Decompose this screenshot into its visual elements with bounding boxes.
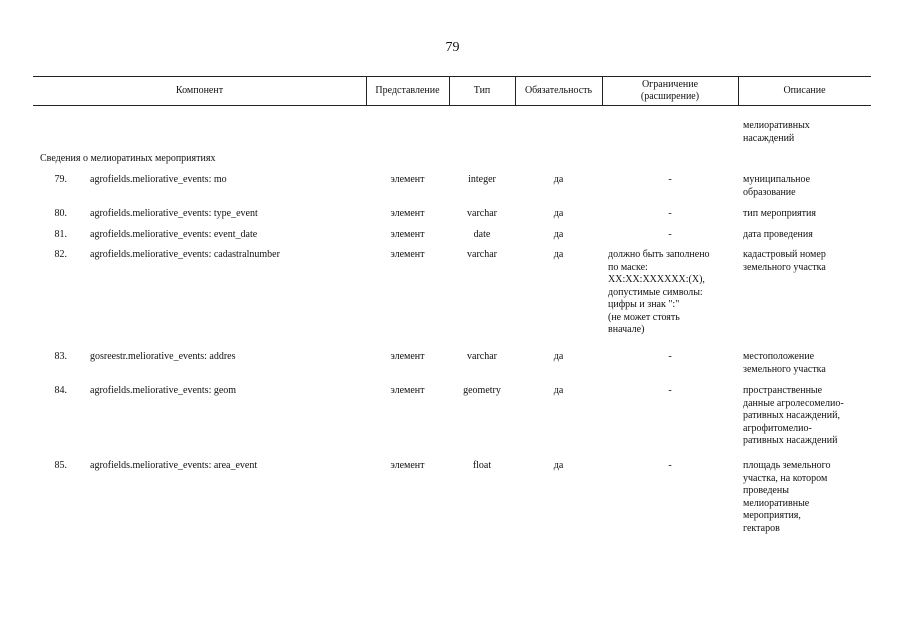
header-component: Компонент bbox=[175, 85, 224, 96]
row-representation: элемент bbox=[390, 174, 425, 185]
row-restriction: - bbox=[668, 460, 672, 471]
row-mandatory: да bbox=[553, 229, 564, 240]
row-description-line: агрофитомелио- bbox=[743, 422, 812, 434]
row-number: 80. bbox=[54, 208, 67, 219]
row-restriction-line: допустимые символы: bbox=[608, 286, 703, 298]
row-representation: элемент bbox=[390, 229, 425, 240]
row-description-line: мелиоративные bbox=[743, 497, 810, 509]
row-description-line: гектаров bbox=[743, 522, 780, 534]
row-description bbox=[743, 385, 871, 448]
row-description-line: площадь земельного bbox=[743, 460, 831, 471]
row-description bbox=[743, 460, 871, 535]
header-restriction bbox=[602, 77, 738, 105]
header-mandatory: Обязательность bbox=[524, 85, 593, 96]
row-representation: элемент bbox=[390, 460, 425, 471]
row-restriction-line: цифры и знак ":" bbox=[608, 299, 680, 310]
row-component: agrofields.meliorative_events: geom bbox=[90, 385, 237, 396]
row-description-line: местоположение bbox=[743, 351, 815, 362]
row-description bbox=[743, 229, 871, 242]
row-type: varchar bbox=[467, 351, 497, 362]
row-mandatory: да bbox=[553, 351, 564, 362]
row-component: agrofields.meliorative_events: cadastralnumber bbox=[90, 249, 280, 260]
continued-description-line: мелиоративных bbox=[743, 120, 810, 131]
row-restriction: - bbox=[668, 385, 672, 396]
row-restriction bbox=[608, 249, 736, 337]
row-restriction: - bbox=[668, 351, 672, 362]
row-description-line: ративных насаждений bbox=[743, 435, 838, 446]
row-restriction-line: должно быть заполнено bbox=[608, 249, 710, 260]
row-description-line: ративных насаждений, bbox=[743, 410, 840, 421]
row-description-line: земельного участка bbox=[743, 261, 826, 273]
row-description-line: проведены bbox=[743, 485, 789, 496]
row-description-line: данные агролесомелио- bbox=[743, 397, 844, 409]
section-title: Сведения о мелиоратиных мероприятиях bbox=[40, 153, 216, 164]
row-mandatory: да bbox=[553, 385, 564, 396]
row-type: date bbox=[473, 229, 491, 240]
table-header bbox=[33, 76, 871, 106]
row-type: varchar bbox=[467, 208, 497, 219]
row-component: agrofields.meliorative_events: event_date bbox=[90, 229, 258, 240]
row-description-line: земельного участка bbox=[743, 363, 826, 375]
row-number: 81. bbox=[54, 229, 67, 240]
row-representation: элемент bbox=[390, 385, 425, 396]
row-representation: элемент bbox=[390, 249, 425, 260]
row-restriction-line: (не может стоять bbox=[608, 311, 680, 323]
row-mandatory: да bbox=[553, 208, 564, 219]
row-restriction: - bbox=[668, 174, 672, 185]
row-number: 79. bbox=[54, 174, 67, 185]
row-mandatory: да bbox=[553, 249, 564, 260]
row-restriction-line: XX:XX:XXXXXX:(X), bbox=[608, 274, 705, 285]
row-number: 82. bbox=[54, 249, 67, 260]
row-description-line: тип мероприятия bbox=[743, 208, 816, 219]
row-type: integer bbox=[468, 174, 496, 185]
row-restriction-line: вначале) bbox=[608, 324, 645, 335]
header-restriction-line2: (расширение) bbox=[640, 91, 700, 102]
row-component: agrofields.meliorative_events: area_event bbox=[90, 460, 258, 471]
row-number: 83. bbox=[54, 351, 67, 362]
row-mandatory: да bbox=[553, 174, 564, 185]
row-description bbox=[743, 208, 871, 221]
row-description-line: образование bbox=[743, 186, 796, 198]
row-component: gosreestr.meliorative_events: addres bbox=[90, 351, 236, 362]
continued-description-line: насаждений bbox=[743, 132, 795, 144]
row-restriction: - bbox=[668, 208, 672, 219]
header-description: Описание bbox=[783, 85, 826, 96]
row-number: 84. bbox=[54, 385, 67, 396]
row-representation: элемент bbox=[390, 351, 425, 362]
row-description-line: кадастровый номер bbox=[743, 249, 826, 260]
row-description bbox=[743, 351, 871, 376]
row-description bbox=[743, 174, 871, 199]
row-component: agrofields.meliorative_events: mo bbox=[90, 174, 227, 185]
row-type: float bbox=[472, 460, 492, 471]
header-restriction-line1: Ограничение bbox=[641, 79, 699, 90]
row-description-line: муниципальное bbox=[743, 174, 811, 185]
row-description-line: дата проведения bbox=[743, 229, 813, 240]
continued-description bbox=[743, 120, 871, 145]
row-representation: элемент bbox=[390, 208, 425, 219]
row-description-line: пространственные bbox=[743, 385, 823, 396]
row-component: agrofields.meliorative_events: type_event bbox=[90, 208, 258, 219]
row-description-line: мероприятия, bbox=[743, 510, 801, 521]
row-description-line: участка, на котором bbox=[743, 472, 828, 484]
row-type: geometry bbox=[463, 385, 501, 396]
data-table bbox=[33, 76, 871, 534]
header-type: Тип bbox=[473, 85, 491, 96]
row-type: varchar bbox=[467, 249, 497, 260]
row-restriction-line: по маске: bbox=[608, 261, 648, 273]
header-representation: Представление bbox=[375, 85, 440, 96]
row-restriction: - bbox=[668, 229, 672, 240]
row-mandatory: да bbox=[553, 460, 564, 471]
row-number: 85. bbox=[54, 460, 67, 471]
row-description bbox=[743, 249, 871, 274]
page-number: 79 bbox=[445, 40, 460, 55]
